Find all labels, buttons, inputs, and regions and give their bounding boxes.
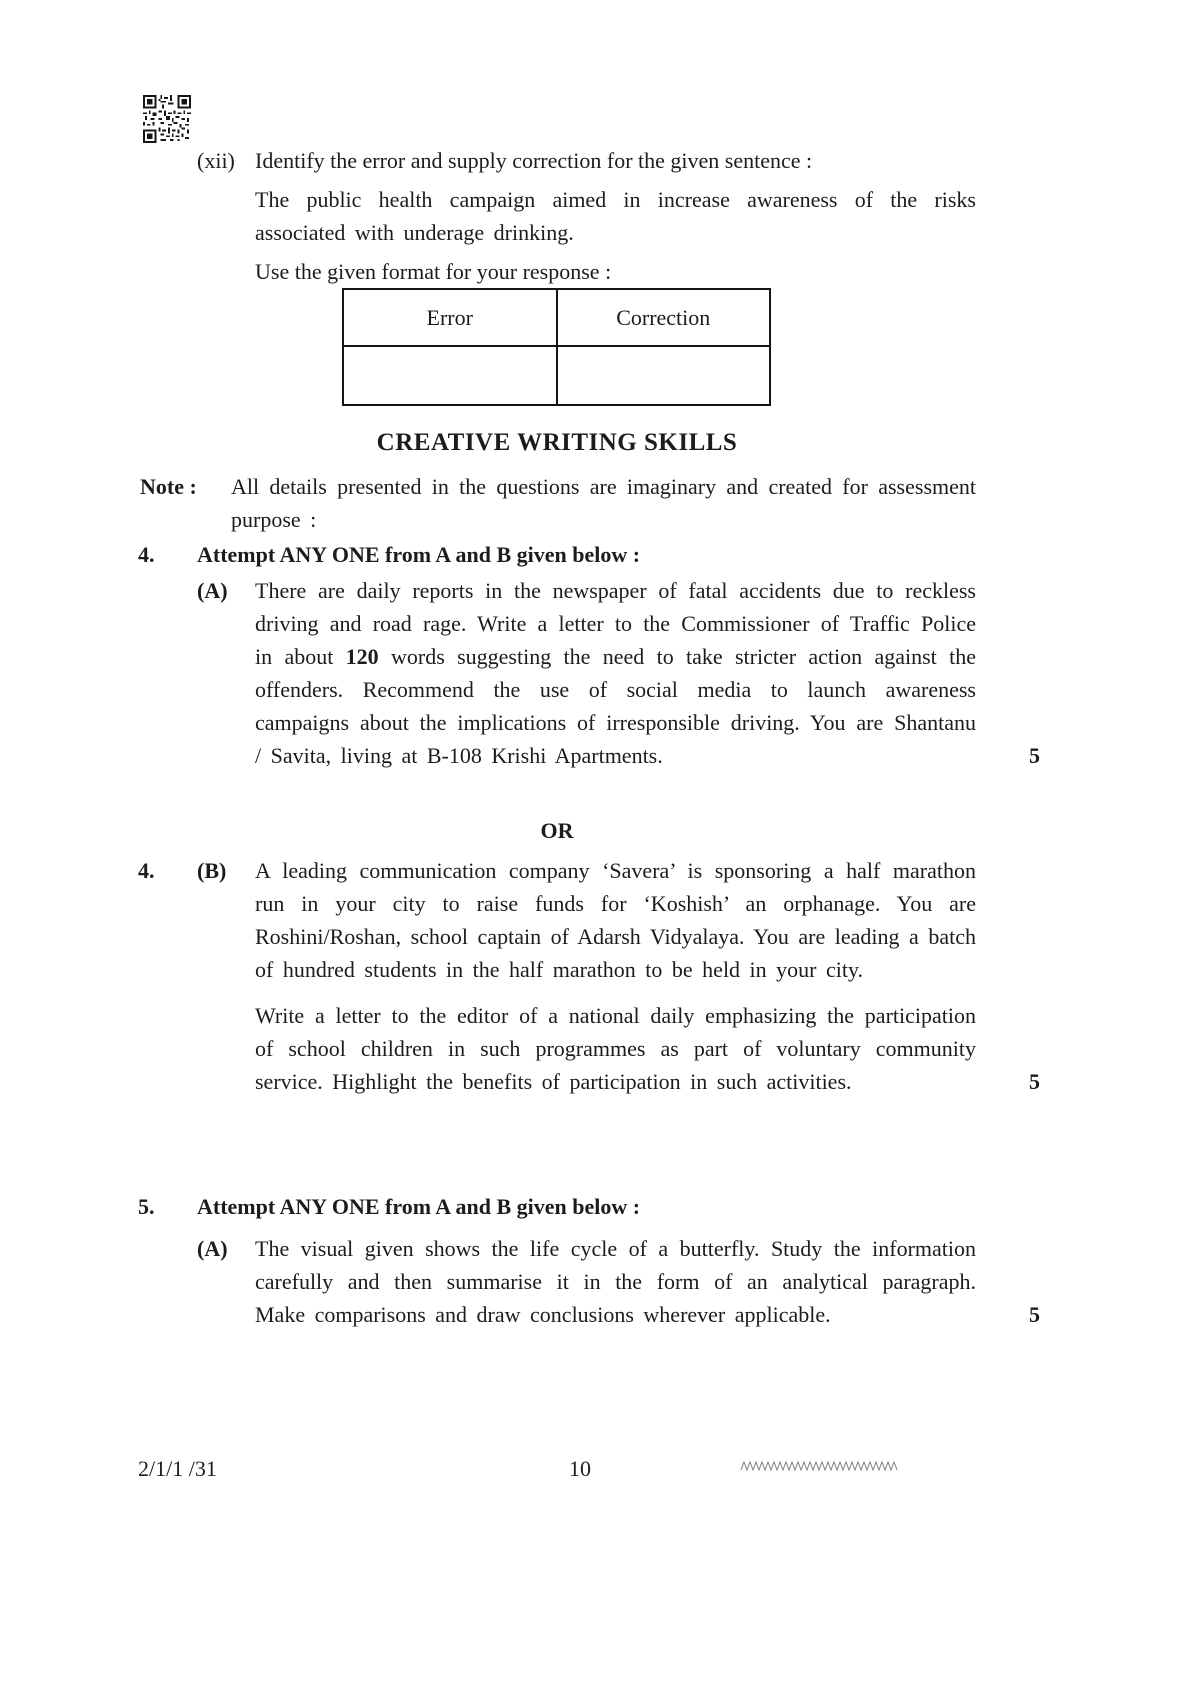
question-4b-paragraph-1: A leading communication company ‘Savera’ is sponsoring a half marathon run in your city to raise funds for ‘Koshish’ an orphanage. You are Roshini/Roshan, school captain of Adarsh Vidyalaya. You are leading a batch of hundred students in the half marathon to be held in your city. xyxy=(255,858,976,982)
paper-code: 2/1/1 /31 xyxy=(138,1456,217,1481)
table-header-correction: Correction xyxy=(558,290,770,347)
question-4-number: 4. xyxy=(138,542,155,567)
table-answer-row xyxy=(344,347,769,404)
note-label: Note : xyxy=(140,474,197,499)
question-4a-text xyxy=(255,574,1040,772)
question-5-number: 5. xyxy=(138,1194,155,1219)
section-note xyxy=(140,470,976,536)
question-5-title-row xyxy=(138,1190,640,1223)
or-separator: OR xyxy=(540,818,574,843)
table-cell-error-blank xyxy=(344,347,558,404)
question-5a-label: (A) xyxy=(197,1236,228,1261)
section-heading: CREATIVE WRITING SKILLS xyxy=(376,429,738,456)
question-xii-format-note: Use the given format for your response : xyxy=(255,259,612,284)
error-correction-table xyxy=(342,288,771,406)
question-xii-label: (xii) xyxy=(197,148,235,173)
question-xii xyxy=(197,144,976,288)
question-4b-paragraph-2-text: Write a letter to the editor of a national daily emphasizing the participation of school children in such programmes as part of voluntary community service. Highlight the benefits of participation in such activities. xyxy=(255,1003,976,1094)
qr-code-icon xyxy=(143,95,191,143)
question-xii-sentence: The public health campaign aimed in increase awareness of the risks associated with underage drinking. xyxy=(255,187,976,245)
table-header-error: Error xyxy=(344,290,558,347)
question-4b-label: (B) xyxy=(197,858,227,883)
question-5a-text xyxy=(255,1232,1040,1331)
note-text: All details presented in the questions are imaginary and created for assessment purpose : xyxy=(231,474,976,532)
question-4b-number: 4. xyxy=(138,858,155,883)
marks-question-5a: 5 xyxy=(1029,1302,1040,1327)
question-5a xyxy=(197,1232,1040,1331)
zigzag-line-icon xyxy=(740,1458,910,1474)
question-4a-word-count: 120 xyxy=(345,644,379,669)
question-xii-prompt: Identify the error and supply correction for the given sentence : xyxy=(255,148,813,173)
page-number: 10 xyxy=(569,1456,591,1481)
question-4a xyxy=(197,574,1040,772)
marks-question-4a: 5 xyxy=(1029,743,1040,768)
question-4a-text-after: words suggesting the need to take stricter action against the offenders. Recommend the use of social media to launch awareness campaigns about the implications of irresponsible driving. You are Shantanu / Savita, living at B-108 Krishi Apartments. xyxy=(255,644,976,768)
question-4a-label: (A) xyxy=(197,578,228,603)
marks-question-4b: 5 xyxy=(1029,1069,1040,1094)
table-header-row xyxy=(344,290,769,347)
question-4-title: Attempt ANY ONE from A and B given below : xyxy=(197,542,641,567)
question-5a-text-body: The visual given shows the life cycle of a butterfly. Study the information carefully and then summarise it in the form of an analytical paragraph. Make comparisons and draw conclusions wherever applicable. xyxy=(255,1236,976,1327)
question-4-title-row xyxy=(138,538,640,571)
question-5-title: Attempt ANY ONE from A and B given below : xyxy=(197,1194,641,1219)
question-4a-text-before: There are daily reports in the newspaper of fatal accidents due to reckless driving and road rage. Write a letter to the Commissioner of Traffic Police in about xyxy=(255,578,976,669)
table-cell-correction-blank xyxy=(558,347,770,404)
question-4b xyxy=(138,854,1040,1098)
question-4b-paragraph-2 xyxy=(255,999,1040,1098)
